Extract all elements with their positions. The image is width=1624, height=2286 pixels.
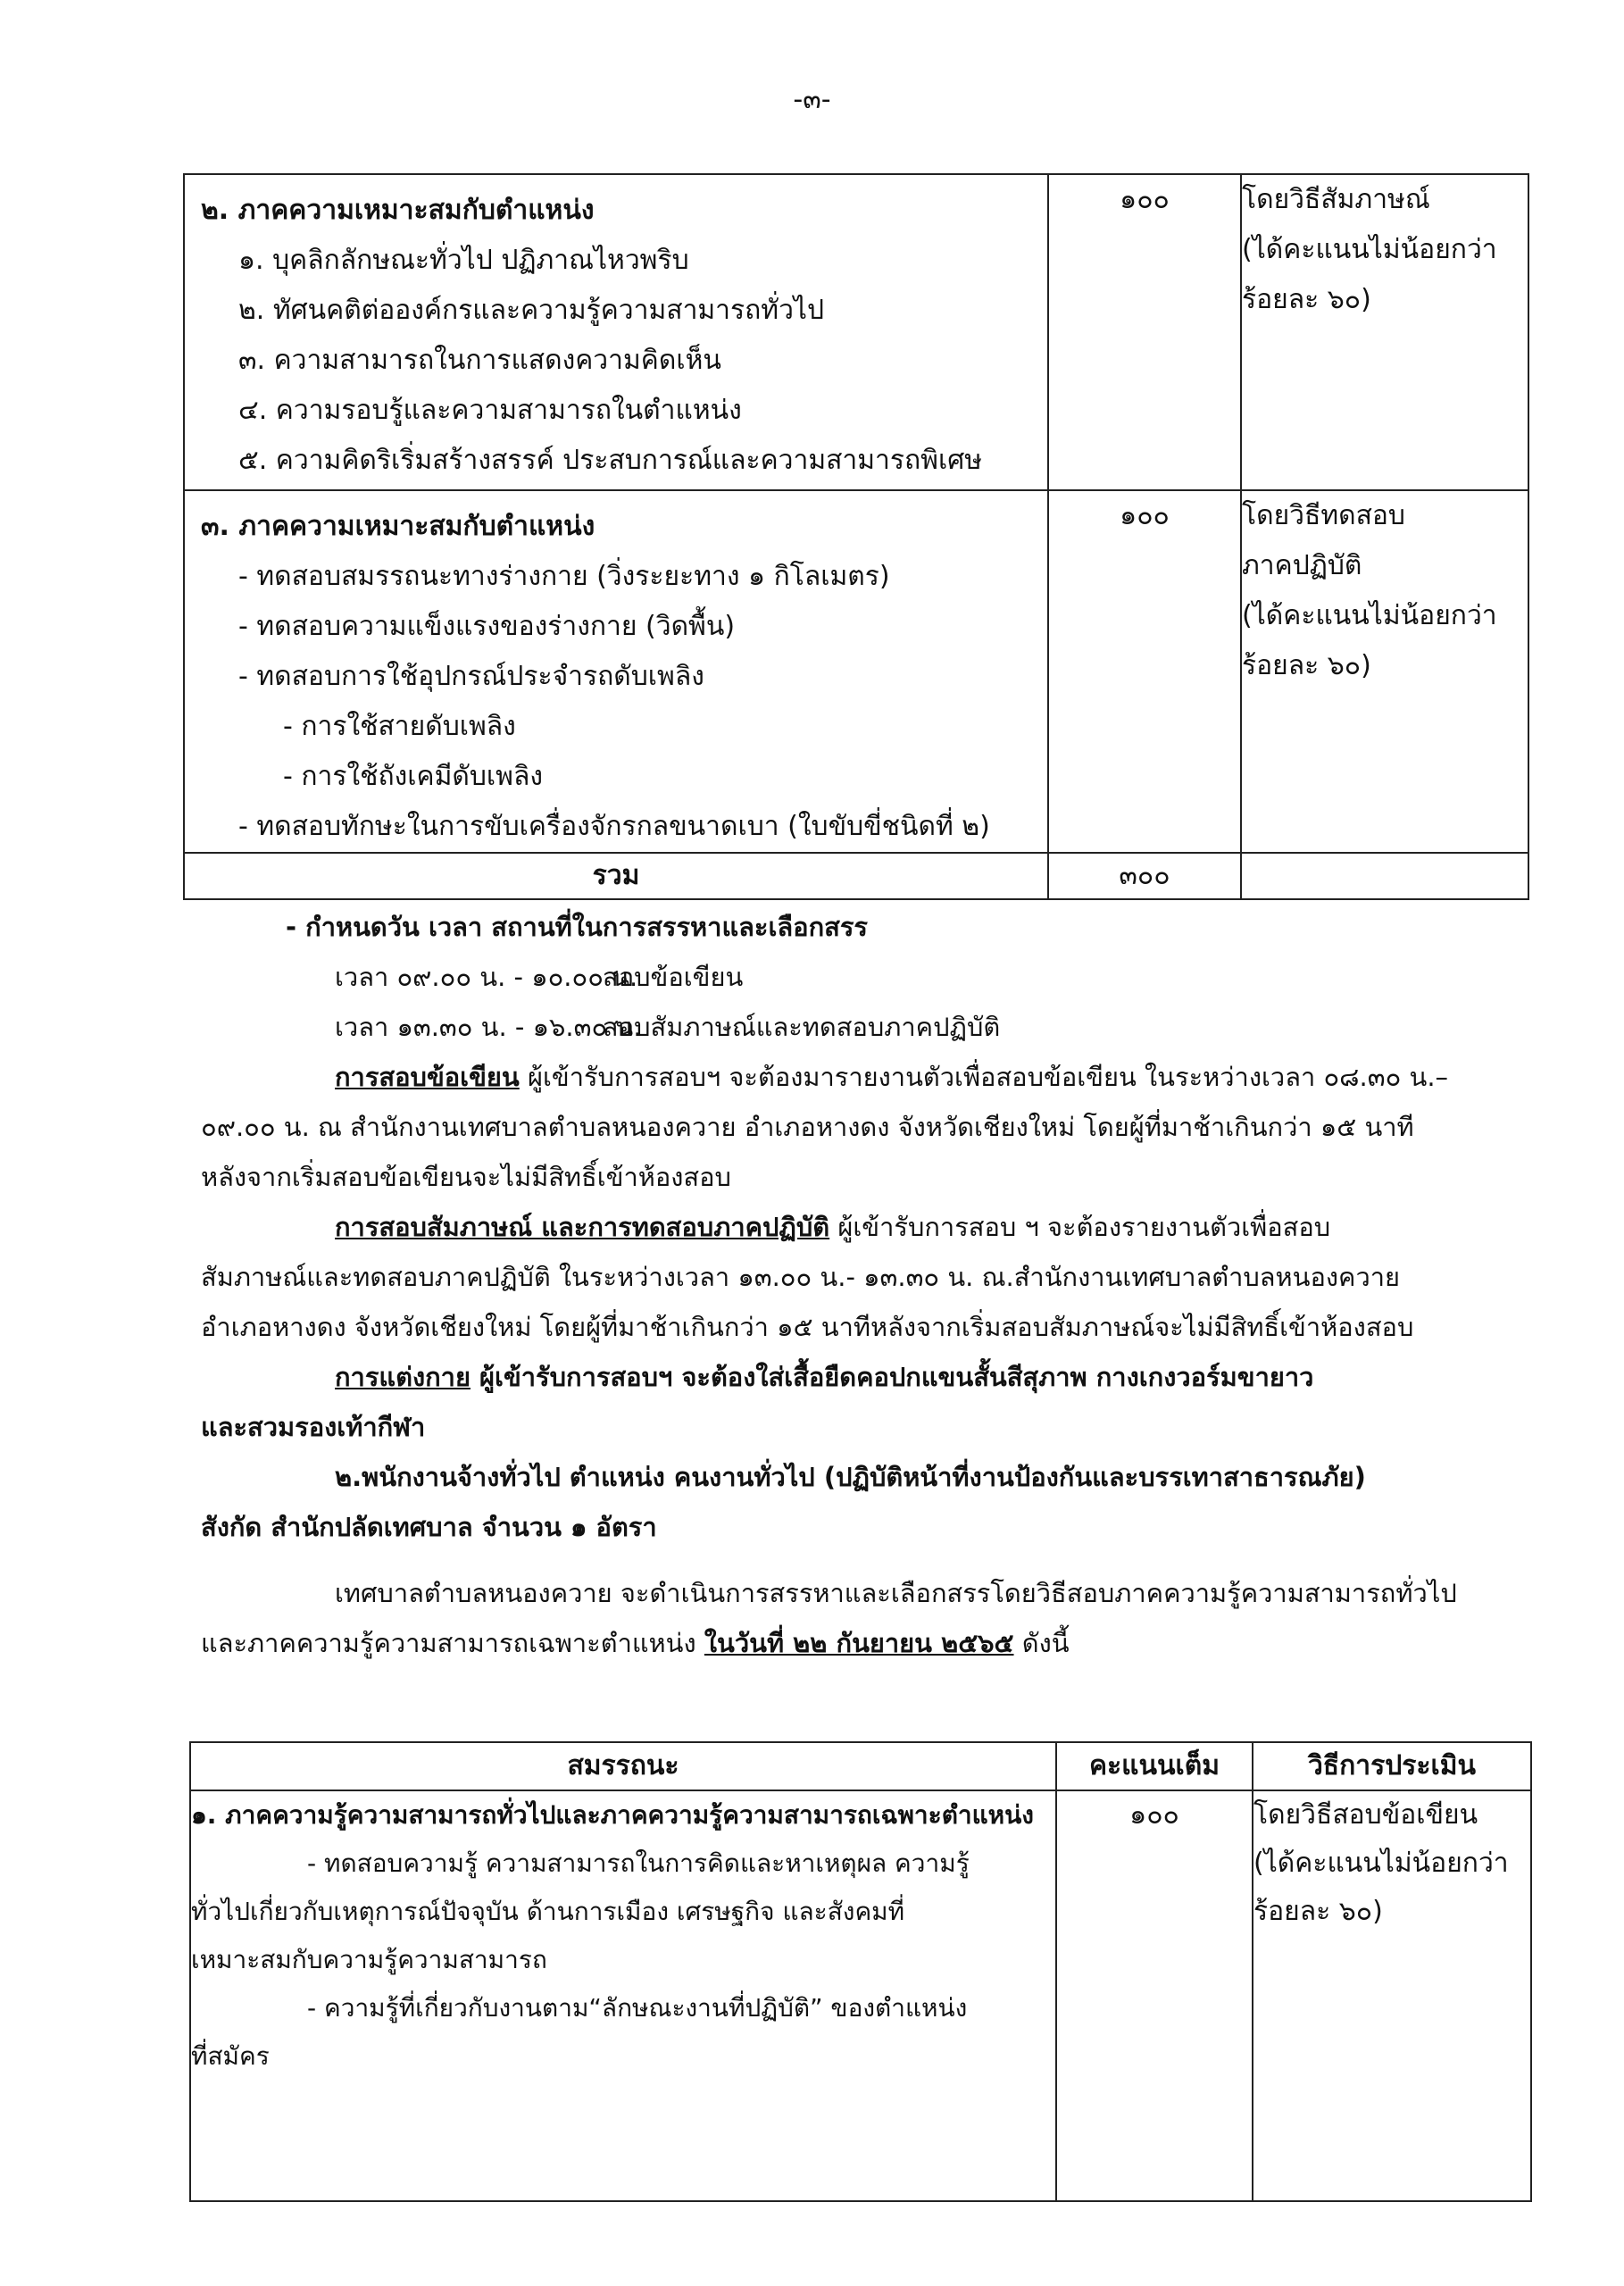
competency-cell (184, 490, 1048, 853)
paragraph-line: อำเภอหางดง จังหวัดเชียงใหม่ โดยผู้ที่มาช้าเกินกว่า ๑๕ นาทีหลังจากเริ่มสอบสัมภาษณ์จะไม่มีสิทธิ์เข้าห้องสอบ (201, 1312, 1414, 1342)
method-line: ร้อยละ ๖๐) (1253, 1896, 1383, 1927)
paragraph-line: ๐๙.๐๐ น. ณ สำนักงานเทศบาลตำบลหนองควาย อำเภอหางดง จังหวัดเชียงใหม่ โดยผู้ที่มาช้าเกินกว่า ๑๕ นาที (201, 1112, 1414, 1142)
page-number: -๓- (793, 84, 831, 115)
scoring-table-positions (183, 173, 1529, 900)
paragraph-line: และสวมรองเท้ากีฬา (201, 1412, 426, 1442)
method-line: โดยวิธีสอบข้อเขียน (1253, 1799, 1478, 1831)
list-item: ๔. ความรอบรู้และความสามารถในตำแหน่ง (238, 395, 742, 426)
method-cell (1253, 1790, 1531, 2201)
schedule-row (201, 952, 1513, 1002)
table-row (184, 174, 1528, 490)
table-row (190, 1790, 1531, 2201)
table-row (184, 490, 1528, 853)
list-item: ๕. ความคิดริเริ่มสร้างสรรค์ ประสบการณ์และความสามารถพิเศษ (238, 445, 983, 476)
method-line: (ได้คะแนนไม่น้อยกว่า (1253, 1848, 1509, 1879)
list-item: ๒. ทัศนคติต่อองค์กรและความรู้ความสามารถทั่วไป (238, 295, 825, 326)
header-competency: สมรรถนะ (190, 1742, 1056, 1790)
position-department: สังกัด สำนักปลัดเทศบาล จำนวน ๑ อัตรา (201, 1512, 657, 1542)
dress-paragraph (201, 1352, 1513, 1402)
paragraph-line: - ทดสอบความรู้ ความสามารถในการคิดและหาเหตุผล ความรู้ (307, 1848, 970, 1878)
paragraph-line: หลังจากเริ่มสอบข้อเขียนจะไม่มีสิทธิ์เข้าห้องสอบ (201, 1162, 731, 1192)
list-item: - การใช้ถังเคมีดับเพลิง (283, 761, 543, 792)
schedule-activity: สอบข้อเขียน (603, 962, 744, 992)
schedule-time: เวลา ๑๓.๓๐ น. - ๑๖.๓๐ น. (335, 1012, 642, 1042)
list-item: ๓. ความสามารถในการแสดงความคิดเห็น (238, 345, 721, 376)
written-exam-paragraph (201, 1052, 1513, 1102)
position-title: ๒.พนักงานจ้างทั่วไป ตำแหน่ง คนงานทั่วไป (ปฏิบัติหน้าที่งานป้องกันและบรรเทาสาธารณภัย) (335, 1462, 1366, 1492)
header-row (190, 1742, 1531, 1790)
list-item: - การใช้สายดับเพลิง (283, 711, 516, 742)
method-cell (1241, 174, 1528, 490)
schedule-heading: - กำหนดวัน เวลา สถานที่ในการสรรหาและเลือกสรร (286, 912, 868, 942)
total-row (184, 853, 1528, 899)
list-item: - ทดสอบสมรรถนะทางร่างกาย (วิ่งระยะทาง ๑ กิโลเมตร) (238, 561, 890, 592)
competency-cell (184, 174, 1048, 490)
list-item: - ทดสอบทักษะในการขับเครื่องจักรกลขนาดเบา (ใบขับขี่ชนิดที่ ๒) (238, 811, 990, 842)
list-item: ๑. บุคลิกลักษณะทั่วไป ปฏิภาณไหวพริบ (238, 245, 689, 276)
announcement-line (201, 1618, 1513, 1668)
written-exam-text: ผู้เข้ารับการสอบฯ จะต้องมารายงานตัวเพื่อสอบข้อเขียน ในระหว่างเวลา ๐๘.๓๐ น.– (519, 1062, 1449, 1092)
score-cell: ๑๐๐ (1048, 490, 1241, 853)
list-item: - ทดสอบความแข็งแรงของร่างกาย (วิดพื้น) (238, 611, 736, 642)
competency-cell (190, 1790, 1056, 2201)
interview-heading: การสอบสัมภาษณ์ และการทดสอบภาคปฏิบัติ (335, 1212, 830, 1242)
list-item: - ทดสอบการใช้อุปกรณ์ประจำรถดับเพลิง (238, 661, 704, 692)
paragraph-line: สัมภาษณ์และทดสอบภาคปฏิบัติ ในระหว่างเวลา ๑๓.๐๐ น.- ๑๓.๓๐ น. ณ.สำนักงานเทศบาลตำบลหนองควาย (201, 1262, 1401, 1292)
empty-cell (1241, 853, 1528, 899)
announcement-line: เทศบาลตำบลหนองควาย จะดำเนินการสรรหาและเลือกสรรโดยวิธีสอบภาคความรู้ความสามารถทั่วไป (335, 1578, 1457, 1608)
method-line: โดยวิธีสัมภาษณ์ (1242, 184, 1430, 215)
schedule-section (201, 902, 1513, 1668)
method-line: โดยวิธีทดสอบ (1242, 500, 1405, 531)
schedule-activity: สอบสัมภาษณ์และทดสอบภาคปฏิบัติ (603, 1012, 1001, 1042)
paragraph-line: ทั่วไปเกี่ยวกับเหตุการณ์ปัจจุบัน ด้านการเมือง เศรษฐกิจ และสังคมที่ (191, 1897, 905, 1926)
method-line: ร้อยละ ๖๐) (1242, 284, 1371, 315)
schedule-time: เวลา ๐๙.๐๐ น. - ๑๐.๐๐ น. (335, 962, 638, 992)
method-cell (1241, 490, 1528, 853)
total-score: ๓๐๐ (1048, 853, 1241, 899)
method-line: (ได้คะแนนไม่น้อยกว่า (1242, 234, 1497, 265)
dress-heading: การแต่งกาย (335, 1362, 471, 1392)
header-method: วิธีการประเมิน (1253, 1742, 1531, 1790)
section-title: ๑. ภาคความรู้ความสามารถทั่วไปและภาคความรู้ความสามารถเฉพาะตำแหน่ง (191, 1800, 1034, 1830)
score-cell: ๑๐๐ (1056, 1790, 1253, 2201)
dress-text: ผู้เข้ารับการสอบฯ จะต้องใส่เสื้อยืดคอปกแขนสั้นสีสุภาพ กางเกงวอร์มขายาว (470, 1362, 1314, 1392)
method-line: (ได้คะแนนไม่น้อยกว่า (1242, 600, 1497, 631)
score-cell: ๑๐๐ (1048, 174, 1241, 490)
section-title: ๓. ภาคความเหมาะสมกับตำแหน่ง (201, 511, 595, 542)
written-exam-heading: การสอบข้อเขียน (335, 1062, 520, 1092)
section-title: ๒. ภาคความเหมาะสมกับตำแหน่ง (201, 195, 595, 226)
announcement-suffix: ดังนี้ (1013, 1628, 1070, 1658)
method-line: ร้อยละ ๖๐) (1242, 650, 1371, 681)
exam-date: ในวันที่ ๒๒ กันยายน ๒๕๖๕ (704, 1628, 1014, 1658)
schedule-row (201, 1002, 1513, 1052)
method-line: ภาคปฏิบัติ (1242, 550, 1362, 581)
announcement-text: และภาคความรู้ความสามารถเฉพาะตำแหน่ง (201, 1628, 704, 1658)
interview-text: ผู้เข้ารับการสอบ ฯ จะต้องรายงานตัวเพื่อสอบ (829, 1212, 1331, 1242)
total-label: รวม (184, 853, 1048, 899)
paragraph-line: ที่สมัคร (191, 2041, 270, 2071)
paragraph-line: เหมาะสมกับความรู้ความสามารถ (191, 1945, 547, 1974)
scoring-table-general (189, 1741, 1532, 2202)
paragraph-line: - ความรู้ที่เกี่ยวกับงานตาม“ลักษณะงานที่ปฏิบัติ” ของตำแหน่ง (307, 1993, 968, 2023)
interview-paragraph (201, 1202, 1513, 1252)
header-full-score: คะแนนเต็ม (1056, 1742, 1253, 1790)
